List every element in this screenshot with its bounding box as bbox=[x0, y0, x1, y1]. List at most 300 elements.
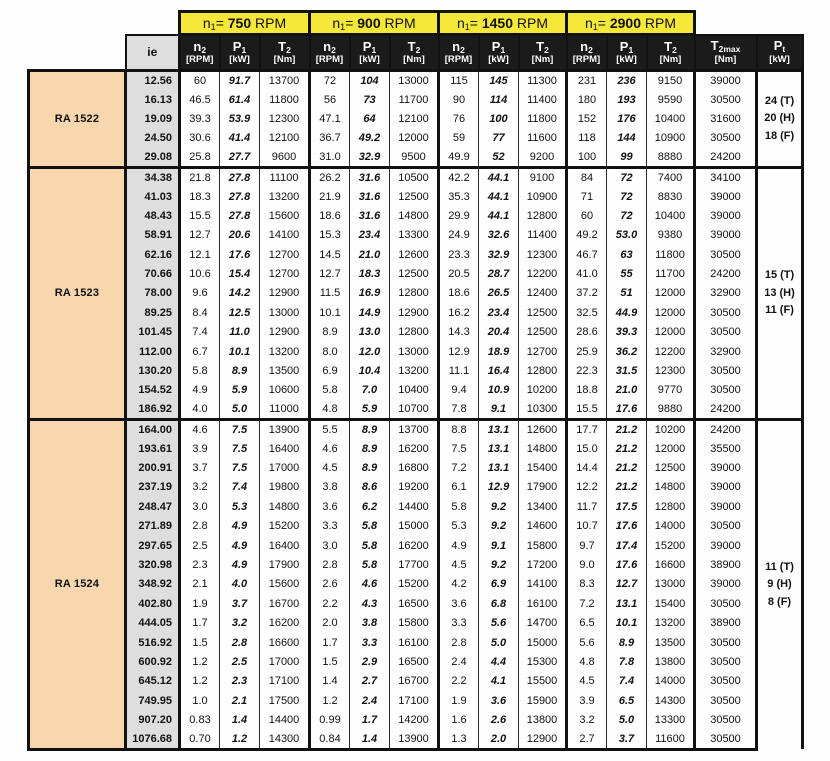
p1-cell: 3.7 bbox=[607, 730, 647, 749]
t2max-cell: 31600 bbox=[695, 109, 757, 128]
t2-cell: 10300 bbox=[519, 400, 567, 419]
p1-cell: 193 bbox=[607, 90, 647, 109]
n2-column-header: $n_2$ [RPM] bbox=[439, 35, 479, 71]
table-row bbox=[29, 400, 803, 419]
p1-cell: 31.6 bbox=[350, 167, 390, 186]
n2-cell: 15.5 bbox=[180, 206, 220, 225]
p1-cell: 4.9 bbox=[220, 536, 260, 555]
ratings-table bbox=[27, 10, 804, 751]
t2-cell: 17100 bbox=[390, 691, 439, 710]
t2-cell: 16400 bbox=[260, 439, 310, 458]
table-row bbox=[29, 478, 803, 497]
t2-cell: 14600 bbox=[519, 516, 567, 535]
table-row bbox=[29, 536, 803, 555]
n2-cell: 4.0 bbox=[180, 400, 220, 419]
table-row bbox=[29, 342, 803, 361]
pt-line: 11 (T) bbox=[765, 560, 794, 573]
t2max-cell: 30500 bbox=[695, 672, 757, 691]
p1-cell: 61.4 bbox=[220, 90, 260, 109]
t2-cell: 14100 bbox=[260, 226, 310, 245]
n2-cell: 1.9 bbox=[180, 594, 220, 613]
n2-cell: 12.7 bbox=[310, 264, 350, 283]
table-row bbox=[29, 633, 803, 652]
p1-cell: 31.6 bbox=[350, 206, 390, 225]
ie-cell: 164.00 bbox=[126, 420, 180, 439]
p1-cell: 1.2 bbox=[220, 730, 260, 749]
t2-cell: 16600 bbox=[260, 633, 310, 652]
n2-cell: 6.1 bbox=[439, 478, 479, 497]
t2-cell: 13500 bbox=[260, 361, 310, 380]
t2-cell: 13800 bbox=[647, 652, 695, 671]
n2-cell: 15.0 bbox=[567, 439, 607, 458]
t2-cell: 16100 bbox=[390, 633, 439, 652]
t2-cell: 11000 bbox=[260, 400, 310, 419]
p1-cell: 21.2 bbox=[607, 420, 647, 439]
t2-cell: 14300 bbox=[647, 691, 695, 710]
n2-cell: 6.7 bbox=[180, 342, 220, 361]
table-row bbox=[29, 167, 803, 186]
p1-cell: 9.1 bbox=[479, 536, 519, 555]
p1-cell: 63 bbox=[607, 245, 647, 264]
p1-cell: 26.5 bbox=[479, 284, 519, 303]
table-row bbox=[29, 90, 803, 109]
p1-cell: 15.4 bbox=[220, 264, 260, 283]
n2-cell: 4.6 bbox=[180, 420, 220, 439]
n2-column-header: $n_2$ [RPM] bbox=[180, 35, 220, 71]
t2-cell: 12100 bbox=[260, 129, 310, 148]
t2-cell: 12000 bbox=[647, 284, 695, 303]
n2-cell: 4.8 bbox=[567, 652, 607, 671]
table-row bbox=[29, 71, 803, 90]
t2max-cell: 30500 bbox=[695, 730, 757, 749]
ie-cell: 34.38 bbox=[126, 167, 180, 186]
t2max-cell: 30500 bbox=[695, 710, 757, 729]
table-row bbox=[29, 226, 803, 245]
ie-cell: 78.00 bbox=[126, 284, 180, 303]
n2-cell: 152 bbox=[567, 109, 607, 128]
t2max-cell: 34100 bbox=[695, 167, 757, 186]
n2-cell: 2.5 bbox=[180, 536, 220, 555]
p1-cell: 6.9 bbox=[479, 575, 519, 594]
n2-cell: 23.3 bbox=[439, 245, 479, 264]
pt-line: 20 (H) bbox=[764, 112, 795, 125]
t2max-cell: 32900 bbox=[695, 284, 757, 303]
n2-cell: 49.2 bbox=[567, 226, 607, 245]
p1-cell: 32.6 bbox=[479, 226, 519, 245]
p1-cell: 32.9 bbox=[350, 148, 390, 167]
n2-cell: 12.1 bbox=[180, 245, 220, 264]
n2-cell: 1.2 bbox=[180, 672, 220, 691]
table-row bbox=[29, 439, 803, 458]
t2-cell: 13000 bbox=[647, 575, 695, 594]
n2-cell: 24.9 bbox=[439, 226, 479, 245]
n2-cell: 20.5 bbox=[439, 264, 479, 283]
n2-cell: 90 bbox=[439, 90, 479, 109]
n2-cell: 4.5 bbox=[567, 672, 607, 691]
table-row bbox=[29, 303, 803, 322]
p1-cell: 73 bbox=[350, 90, 390, 109]
n2-cell: 9.4 bbox=[439, 381, 479, 400]
ie-cell: 348.92 bbox=[126, 575, 180, 594]
table-row bbox=[29, 458, 803, 477]
ie-cell: 19.09 bbox=[126, 109, 180, 128]
p1-cell: 7.4 bbox=[220, 478, 260, 497]
pt-line: 24 (T) bbox=[764, 94, 795, 107]
t2-column-header: $T_2$ [Nm] bbox=[260, 35, 310, 71]
t2-cell: 12700 bbox=[519, 342, 567, 361]
ie-cell: 1076.68 bbox=[126, 730, 180, 749]
n2-cell: 9.6 bbox=[180, 284, 220, 303]
t2-cell: 9100 bbox=[519, 167, 567, 186]
pt-line: 11 (F) bbox=[765, 304, 794, 317]
n2-column-header: $n_2$ [RPM] bbox=[567, 35, 607, 71]
header-spacer-right bbox=[695, 12, 803, 35]
p1-column-header: $P_1$ [kW] bbox=[220, 35, 260, 71]
p1-cell: 23.4 bbox=[350, 226, 390, 245]
p1-cell: 7.4 bbox=[607, 672, 647, 691]
t2max-cell: 30500 bbox=[695, 323, 757, 342]
t2-cell: 13200 bbox=[260, 187, 310, 206]
ie-cell: 297.65 bbox=[126, 536, 180, 555]
group-label: RA 1523 bbox=[29, 167, 126, 419]
p1-cell: 4.0 bbox=[220, 575, 260, 594]
p1-cell: 77 bbox=[479, 129, 519, 148]
ie-cell: 58.91 bbox=[126, 226, 180, 245]
p1-cell: 6.2 bbox=[350, 497, 390, 516]
t2-cell: 11800 bbox=[519, 109, 567, 128]
p1-cell: 72 bbox=[607, 206, 647, 225]
n2-cell: 2.8 bbox=[310, 555, 350, 574]
n2-cell: 100 bbox=[567, 148, 607, 167]
n2-cell: 10.1 bbox=[310, 303, 350, 322]
n2-cell: 1.5 bbox=[310, 652, 350, 671]
t2-cell: 12200 bbox=[519, 264, 567, 283]
n2-cell: 1.4 bbox=[310, 672, 350, 691]
n2-cell: 7.8 bbox=[439, 400, 479, 419]
table-row bbox=[29, 264, 803, 283]
n2-cell: 2.0 bbox=[310, 613, 350, 632]
p1-cell: 5.9 bbox=[350, 400, 390, 419]
p1-cell: 28.7 bbox=[479, 264, 519, 283]
n2-cell: 16.2 bbox=[439, 303, 479, 322]
p1-cell: 16.9 bbox=[350, 284, 390, 303]
table-row bbox=[29, 323, 803, 342]
t2-cell: 11400 bbox=[519, 90, 567, 109]
t2-cell: 17000 bbox=[260, 458, 310, 477]
t2-cell: 9880 bbox=[647, 400, 695, 419]
p1-cell: 3.6 bbox=[479, 691, 519, 710]
t2max-cell: 38900 bbox=[695, 555, 757, 574]
p1-cell: 5.0 bbox=[607, 710, 647, 729]
p1-cell: 2.7 bbox=[350, 672, 390, 691]
p1-cell: 20.6 bbox=[220, 226, 260, 245]
n2-cell: 37.2 bbox=[567, 284, 607, 303]
n2-cell: 3.7 bbox=[180, 458, 220, 477]
t2-cell: 10900 bbox=[647, 129, 695, 148]
n2-cell: 36.7 bbox=[310, 129, 350, 148]
t2-cell: 13300 bbox=[647, 710, 695, 729]
p1-cell: 7.0 bbox=[350, 381, 390, 400]
pt-cell bbox=[757, 167, 803, 419]
rpm-group-header: $n_1= 900$ RPM bbox=[310, 12, 439, 35]
n2-cell: 3.9 bbox=[180, 439, 220, 458]
p1-cell: 13.0 bbox=[350, 323, 390, 342]
t2-cell: 10500 bbox=[390, 167, 439, 186]
table-row bbox=[29, 575, 803, 594]
p1-cell: 17.6 bbox=[607, 400, 647, 419]
p1-cell: 17.6 bbox=[607, 516, 647, 535]
p1-cell: 2.6 bbox=[479, 710, 519, 729]
t2-cell: 15200 bbox=[647, 536, 695, 555]
n2-cell: 2.1 bbox=[180, 575, 220, 594]
t2-cell: 12500 bbox=[647, 458, 695, 477]
p1-cell: 21.0 bbox=[350, 245, 390, 264]
p1-cell: 1.4 bbox=[350, 730, 390, 749]
t2max-cell: 30500 bbox=[695, 516, 757, 535]
n2-cell: 22.3 bbox=[567, 361, 607, 380]
t2max-column-header: $T_{2max}$ [Nm] bbox=[695, 35, 757, 71]
rpm-header-row bbox=[29, 12, 803, 35]
t2-cell: 11700 bbox=[390, 90, 439, 109]
n2-cell: 8.0 bbox=[310, 342, 350, 361]
t2-cell: 13300 bbox=[390, 226, 439, 245]
p1-cell: 3.7 bbox=[220, 594, 260, 613]
t2-cell: 10400 bbox=[390, 381, 439, 400]
n2-cell: 5.5 bbox=[310, 420, 350, 439]
p1-cell: 2.3 bbox=[220, 672, 260, 691]
t2-cell: 13700 bbox=[260, 71, 310, 90]
p1-cell: 21.2 bbox=[607, 458, 647, 477]
p1-cell: 3.2 bbox=[220, 613, 260, 632]
table-row bbox=[29, 109, 803, 128]
t2-cell: 14000 bbox=[647, 516, 695, 535]
t2-column-header: $T_2$ [Nm] bbox=[390, 35, 439, 71]
p1-cell: 145 bbox=[479, 71, 519, 90]
table-row bbox=[29, 594, 803, 613]
table-row bbox=[29, 672, 803, 691]
p1-cell: 17.4 bbox=[607, 536, 647, 555]
t2-cell: 15300 bbox=[519, 652, 567, 671]
n2-cell: 7.2 bbox=[439, 458, 479, 477]
p1-cell: 3.8 bbox=[350, 613, 390, 632]
t2-cell: 17900 bbox=[519, 478, 567, 497]
t2-cell: 13500 bbox=[647, 633, 695, 652]
n2-cell: 76 bbox=[439, 109, 479, 128]
n2-cell: 8.8 bbox=[439, 420, 479, 439]
t2-cell: 12500 bbox=[519, 303, 567, 322]
ie-cell: 237.19 bbox=[126, 478, 180, 497]
pt-cell bbox=[757, 420, 803, 750]
p1-cell: 8.9 bbox=[350, 439, 390, 458]
ie-cell: 70.66 bbox=[126, 264, 180, 283]
t2max-cell: 32900 bbox=[695, 342, 757, 361]
n2-cell: 21.8 bbox=[180, 167, 220, 186]
n2-cell: 25.8 bbox=[180, 148, 220, 167]
ie-cell: 271.89 bbox=[126, 516, 180, 535]
t2-cell: 14200 bbox=[390, 710, 439, 729]
p1-cell: 31.6 bbox=[350, 187, 390, 206]
p1-cell: 64 bbox=[350, 109, 390, 128]
p1-cell: 10.1 bbox=[607, 613, 647, 632]
p1-cell: 14.9 bbox=[350, 303, 390, 322]
t2-cell: 16400 bbox=[260, 536, 310, 555]
n2-cell: 115 bbox=[439, 71, 479, 90]
ie-cell: 600.92 bbox=[126, 652, 180, 671]
p1-cell: 10.4 bbox=[350, 361, 390, 380]
n2-cell: 60 bbox=[567, 206, 607, 225]
n2-cell: 8.3 bbox=[567, 575, 607, 594]
n2-cell: 5.3 bbox=[439, 516, 479, 535]
n2-cell: 4.9 bbox=[180, 381, 220, 400]
n2-cell: 2.3 bbox=[180, 555, 220, 574]
t2-cell: 13000 bbox=[390, 71, 439, 90]
t2-cell: 12200 bbox=[647, 342, 695, 361]
p1-cell: 27.8 bbox=[220, 187, 260, 206]
n2-cell: 10.6 bbox=[180, 264, 220, 283]
pt-line: 18 (F) bbox=[764, 129, 795, 142]
table-row bbox=[29, 381, 803, 400]
table-row bbox=[29, 361, 803, 380]
table-row bbox=[29, 148, 803, 167]
p1-cell: 5.0 bbox=[220, 400, 260, 419]
n2-cell: 4.6 bbox=[310, 439, 350, 458]
t2-cell: 9200 bbox=[519, 148, 567, 167]
p1-column-header: $P_1$ [kW] bbox=[607, 35, 647, 71]
ie-cell: 29.08 bbox=[126, 148, 180, 167]
t2-cell: 10900 bbox=[519, 187, 567, 206]
t2max-cell: 30500 bbox=[695, 381, 757, 400]
n2-cell: 31.0 bbox=[310, 148, 350, 167]
t2-cell: 14800 bbox=[260, 497, 310, 516]
t2-cell: 16500 bbox=[390, 594, 439, 613]
p1-cell: 27.8 bbox=[220, 167, 260, 186]
p1-cell: 2.9 bbox=[350, 652, 390, 671]
t2max-cell: 30500 bbox=[695, 361, 757, 380]
p1-cell: 23.4 bbox=[479, 303, 519, 322]
ie-cell: 186.92 bbox=[126, 400, 180, 419]
t2-cell: 17500 bbox=[260, 691, 310, 710]
p1-cell: 7.5 bbox=[220, 458, 260, 477]
t2max-cell: 39000 bbox=[695, 71, 757, 90]
n2-cell: 12.2 bbox=[567, 478, 607, 497]
p1-cell: 14.2 bbox=[220, 284, 260, 303]
n2-cell: 3.6 bbox=[310, 497, 350, 516]
n2-cell: 3.0 bbox=[310, 536, 350, 555]
p1-cell: 18.9 bbox=[479, 342, 519, 361]
n2-cell: 46.5 bbox=[180, 90, 220, 109]
t2-cell: 15600 bbox=[260, 575, 310, 594]
t2-cell: 12800 bbox=[519, 361, 567, 380]
p1-cell: 27.8 bbox=[220, 206, 260, 225]
n2-cell: 5.8 bbox=[439, 497, 479, 516]
p1-cell: 53.9 bbox=[220, 109, 260, 128]
p1-cell: 2.4 bbox=[350, 691, 390, 710]
n2-cell: 1.2 bbox=[310, 691, 350, 710]
t2-cell: 12800 bbox=[390, 323, 439, 342]
p1-cell: 4.9 bbox=[220, 555, 260, 574]
n2-cell: 39.3 bbox=[180, 109, 220, 128]
ie-cell: 645.12 bbox=[126, 672, 180, 691]
n2-cell: 3.3 bbox=[310, 516, 350, 535]
t2max-cell: 30500 bbox=[695, 90, 757, 109]
t2max-cell: 30500 bbox=[695, 633, 757, 652]
t2-cell: 15000 bbox=[519, 633, 567, 652]
n2-cell: 2.2 bbox=[310, 594, 350, 613]
n2-cell: 3.6 bbox=[439, 594, 479, 613]
table-row bbox=[29, 652, 803, 671]
p1-cell: 52 bbox=[479, 148, 519, 167]
t2max-cell: 30500 bbox=[695, 652, 757, 671]
p1-cell: 10.9 bbox=[479, 381, 519, 400]
n2-cell: 30.6 bbox=[180, 129, 220, 148]
n2-cell: 3.2 bbox=[180, 478, 220, 497]
ie-cell: 101.45 bbox=[126, 323, 180, 342]
ie-cell: 320.98 bbox=[126, 555, 180, 574]
t2-cell: 12300 bbox=[260, 109, 310, 128]
t2-cell: 13700 bbox=[390, 420, 439, 439]
t2max-cell: 39000 bbox=[695, 458, 757, 477]
t2max-cell: 39000 bbox=[695, 536, 757, 555]
t2-cell: 12800 bbox=[390, 284, 439, 303]
t2max-cell: 39000 bbox=[695, 206, 757, 225]
n2-cell: 2.2 bbox=[439, 672, 479, 691]
t2-cell: 17700 bbox=[390, 555, 439, 574]
ie-cell: 48.43 bbox=[126, 206, 180, 225]
n2-cell: 4.9 bbox=[439, 536, 479, 555]
n2-cell: 18.3 bbox=[180, 187, 220, 206]
n2-cell: 15.5 bbox=[567, 400, 607, 419]
table-row bbox=[29, 613, 803, 632]
n2-cell: 4.2 bbox=[439, 575, 479, 594]
table-row bbox=[29, 497, 803, 516]
t2-cell: 15200 bbox=[260, 516, 310, 535]
n2-cell: 14.5 bbox=[310, 245, 350, 264]
n2-cell: 18.8 bbox=[567, 381, 607, 400]
n2-cell: 0.99 bbox=[310, 710, 350, 729]
p1-cell: 104 bbox=[350, 71, 390, 90]
p1-cell: 5.6 bbox=[479, 613, 519, 632]
t2-cell: 12000 bbox=[647, 303, 695, 322]
p1-cell: 41.4 bbox=[220, 129, 260, 148]
t2-cell: 12700 bbox=[260, 264, 310, 283]
t2-cell: 10200 bbox=[519, 381, 567, 400]
t2-cell: 12300 bbox=[647, 361, 695, 380]
t2-cell: 11600 bbox=[647, 730, 695, 749]
p1-cell: 9.1 bbox=[479, 400, 519, 419]
t2-cell: 13200 bbox=[647, 613, 695, 632]
n2-cell: 2.6 bbox=[310, 575, 350, 594]
t2-cell: 14700 bbox=[519, 613, 567, 632]
p1-cell: 6.5 bbox=[607, 691, 647, 710]
p1-cell: 16.4 bbox=[479, 361, 519, 380]
p1-cell: 13.1 bbox=[479, 458, 519, 477]
t2max-cell: 39000 bbox=[695, 575, 757, 594]
n2-cell: 2.8 bbox=[180, 516, 220, 535]
n2-cell: 11.7 bbox=[567, 497, 607, 516]
n2-cell: 49.9 bbox=[439, 148, 479, 167]
ie-cell: 16.13 bbox=[126, 90, 180, 109]
t2-cell: 10400 bbox=[647, 109, 695, 128]
n2-cell: 3.2 bbox=[567, 710, 607, 729]
p1-cell: 9.2 bbox=[479, 555, 519, 574]
t2-cell: 9590 bbox=[647, 90, 695, 109]
p1-cell: 9.2 bbox=[479, 497, 519, 516]
n2-cell: 4.5 bbox=[310, 458, 350, 477]
t2-cell: 12700 bbox=[260, 245, 310, 264]
t2-cell: 19200 bbox=[390, 478, 439, 497]
t2-cell: 17100 bbox=[260, 672, 310, 691]
t2-cell: 16100 bbox=[519, 594, 567, 613]
